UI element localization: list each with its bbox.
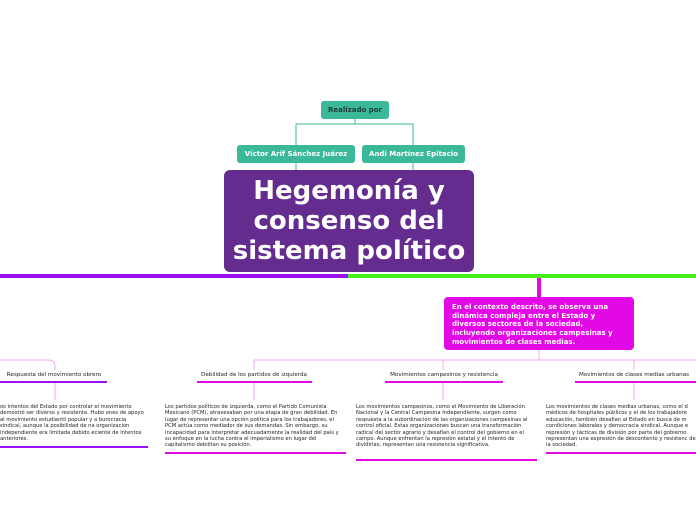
left-main-bar — [0, 274, 348, 278]
underline-branch-1 — [0, 381, 107, 383]
connector-credit-right — [355, 124, 413, 145]
summary-text: En el contexto descrito, se observa una dinámica compleja entre el Estado y diversos sectores de la sociedad, incluyendo organizaciones campesinas y movimientos de clases medias. — [452, 303, 613, 346]
credits-label-node[interactable] — [321, 101, 389, 119]
branch-text-1: os intentos del Estado por controlar el movimiento demostró ser diverso y resistente. Hubo ones de apoyo al movimiento estudiantil popular y a burocracia sindical, aunque la posibilidad de na organización independiente era limitada debido eciente de intentos anteriores. — [0, 404, 144, 443]
branch-text-4: Los movimientos de clases medias urbanas, como el d médicos de hospitales públicos y el de los trabajadore educación, también desafían al Estado en busca de m condiciones laborales y democracia sindical. Aunque e represión y tácticas de división por parte del gobierno representan una expresión de descontento y resistenc de la sociedad. — [546, 404, 696, 449]
credits-label: Realizado por — [328, 106, 382, 114]
underline-branch-4 — [575, 381, 696, 383]
para-underline-4 — [546, 452, 696, 454]
right-main-bar — [348, 274, 696, 278]
underline-branch-2 — [197, 381, 312, 383]
summary-stem — [537, 278, 541, 297]
summary-node[interactable] — [444, 297, 634, 350]
branch-text-2: Los partidos políticos de izquierda, como el Partido Comunista Mexicano (PCM), atravesaban por una etapa de gran debilidad. En lugar de representar una opción política para los trabajadores, el PCM actúa como mediador de sus demandas. Sin embargo, su incapacidad para interpretar adecuadamente la realidad del país y su enfoque en la lucha contra el imperialismo en lugar del capitalismo debilitan su posición. — [165, 404, 339, 449]
main-topic-node[interactable] — [224, 170, 474, 272]
main-topic-title: Hegemonía y consenso del sistema político — [232, 176, 466, 266]
para-underline-1 — [0, 446, 148, 448]
branch-label-3[interactable]: Movimientos campesinos y resistencia — [390, 372, 498, 378]
underline-branch-3 — [385, 381, 503, 383]
author-name-2: Andi Martínez Epitacio — [369, 150, 458, 158]
branch-label-4[interactable]: Movimientos de clases medias urbanas — [578, 372, 690, 378]
para-underline-3 — [356, 459, 537, 461]
author-node-1[interactable] — [237, 145, 355, 163]
author-name-1: Víctor Arif Sánchez Juárez — [244, 150, 348, 158]
branch-text-3: Los movimientos campesinos, como el Movimiento de Liberación Nacional y la Central Campesina Independiente, surgen como respuesta a la subordinación de las organizaciones campesinas al control oficial. Estas organizaciones buscan una transformación radical del sector agrario y desafían el control del gobierno en el campo. Aunque enfrentan la represión estatal y el intento de dividirlas, representan una resistencia significativa. — [356, 404, 528, 449]
branch-label-2[interactable]: Debilidad de los partidos de izquierda — [201, 372, 307, 378]
author-node-2[interactable] — [362, 145, 465, 163]
connector-credit-left — [296, 119, 355, 145]
branch-label-1[interactable]: Respuesta del movimiento obrero — [6, 372, 102, 378]
branch-connector — [254, 350, 539, 370]
para-underline-2 — [165, 452, 346, 454]
